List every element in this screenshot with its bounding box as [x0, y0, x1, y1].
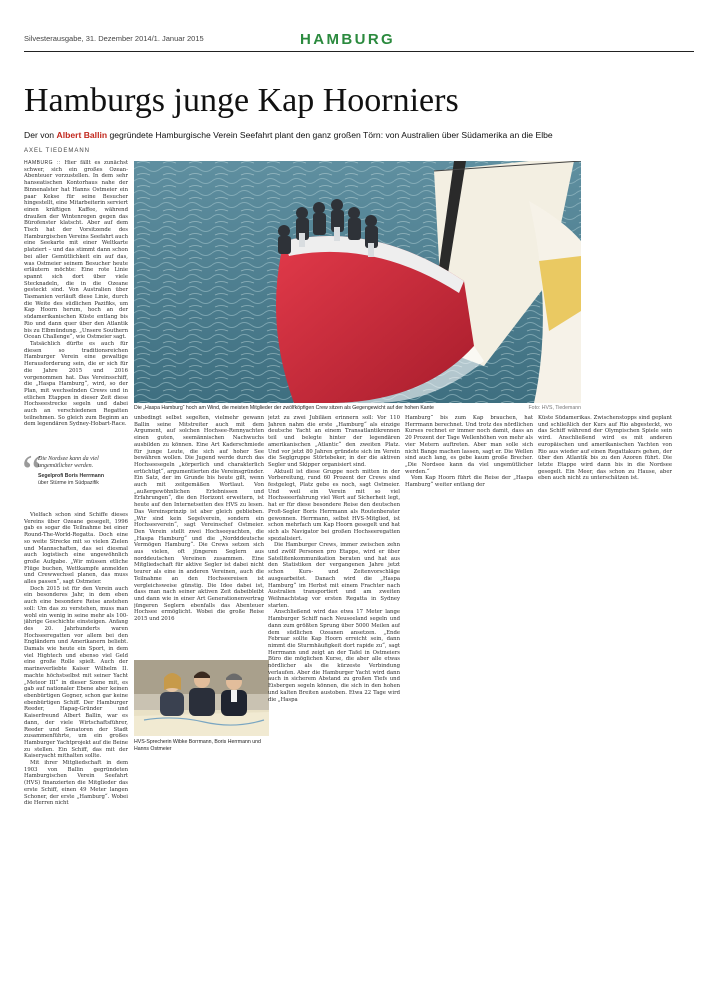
column-1-bottom — [24, 512, 128, 817]
subheadline — [24, 130, 704, 141]
article-paragraph: Hamburg“ bis zum Kap brauchen, hat Herrmann berechnet. Und trotz des nördlichen Kurses rechnet er immer noch damit, dass an 20 Prozent der Tage Wellenhöhen von mehr als vier Metern auftreten. Aber man solle sich nicht Bange machen lassen, sagt er. Die Wellen sind auch lang, es gebe kaum große Brecher. „Die Nordsee kann da viel ungemütlicher werden.“ — [405, 415, 533, 475]
caption-text: Die „Haspa Hamburg“ hoch am Wind, die meisten Mitglieder der zwölfköpfigen Crew sitzen als Gegengewicht auf der hohen Kante — [134, 405, 434, 411]
author-byline: AXEL TIEDEMANN — [24, 148, 91, 154]
quote-source-name: Segelprofi Boris Herrmann — [38, 473, 105, 479]
photo-credit: Foto: HVS, Tiedemann — [528, 405, 581, 411]
column-3 — [268, 415, 400, 812]
article-paragraph: Mit ihrer Mitgliedschaft in dem 1903 von Ballin gegründeten Hamburgischen Verein Seefahrt (HVS) finanzierten die Mitglieder das erste Schiff, einen 49 Meter langen Schoner, der erste „Hamburg“. Wobei die Herren nicht — [24, 760, 128, 807]
article-paragraph: Tatsächlich dürfte es auch für diesen so traditionsreichen Hamburger Verein eine gewaltige Herausforderung sein, die er sich für die Jahre 2015 und 2016 vorgenommen hat. Das Vereinsschiff, die „Haspa Hamburg“, wird, so der Plan, mit wechselnden Crews und in etlichen Etappen in dieser Zeit diese Hochseestrecke segeln und dabei auch an verschiedenen Regatten teilnehmen. So gleich zum Beginm an dem legendären Sydney-Hobart-Race. — [24, 340, 128, 428]
subline-rest: gegründete Hamburgische Verein Seefahrt plant den ganz großen Törn: von Australien über Südamerika an die Elbe — [107, 130, 553, 140]
small-photo-caption: HVS-Sprecherin Wibke Borrmann, Boris Herrmann und Hanns Ostmeier — [134, 739, 261, 752]
pull-quote: Die Nordsee kann da viel ungemütlicher werden. — [38, 456, 99, 470]
article-paragraph: jetzt zu zwei Jubiläen erinnern soll: Vor 110 Jahren nahm die erste „Hamburg“ als einzige deutsche Yacht an einem Transatlantikrennen teil und belegte hinter der legendären amerikanischen „Atlantic“ den zweiten Platz. Und vor jetzt 80 Jahren gründete sich im Verein die Seglgruppe Störtebeker, in der die aktiven Segler und Skipper organisiert sind. — [268, 415, 400, 468]
article-paragraph: Vom Kap Hoorn führt die Reise der „Haspa Hamburg“ weiter entlang der — [405, 475, 533, 489]
column-5 — [538, 415, 672, 510]
column-2 — [134, 415, 264, 655]
people-photo — [134, 660, 269, 736]
article-paragraph: Doch 2015 ist für den Verein auch ein besonderes Jahr, in dem eben auch eine besondere Reise anstehen soll: Um das zu verstehen, muss man wohl ein wenig in seine mehr als 100-jährige Geschichte einsteigen. Anfang des 20. Jahrhunderts waren Hochseeregatten vor allem bei den Engländern und Amerikanern beliebt. Damals wie heute ein Sport, in dem viel Hightech und ebenso viel Geld eine große Rolle spielt. Auch der marineverliebte Kaiser Wilhelm II. machte höchstselbst mit seiner Yacht „Meteor III“ in dieser Szene mit, es gab auf nationaler Ebene aber keinen ebenbürtigen Gegner, schon gar keine ebenbürtigen Schiff. Der Hamburger Reeder, Hapag-Gründer und Kaiserfreund Albert Ballin, war es dann, der viele Wirtschaftsführer, Reeder und Senatoren der Stadt zusammenführte, um ein großes Hamburger Yachtprojekt auf die Beine zu stellen. Ein Schiff, das mit der Kaiseryacht mithalten sollte. — [24, 585, 128, 760]
quote-source — [38, 473, 128, 486]
article-paragraph: Vielfach schon sind Schiffe dieses Vereins über Ozeane gesegelt, 1996 gab es sogar die Teilnahme bei einer Round-The-World-Regatta. Doch eine so weite Strecke mit so vielen Zielen und Mannschaften, das sei diesmal auch logistisch eine ungewöhnlich große Aufgabe. „Wir müssen etliche Flüge buchen, Wettkampfe anmelden und Crewwechsel planen, das muss alles passen“, sagt Ostmeier. — [24, 512, 128, 586]
header-rule — [24, 51, 694, 52]
headline: Hamburgs junge Kap Hoorniers — [24, 82, 459, 119]
quote-mark-icon: “ — [22, 445, 43, 496]
quote-source-detail: über Stürme im Südpazifik — [38, 479, 99, 486]
section-title: HAMBURG — [300, 31, 396, 48]
sailboat-photo — [134, 161, 581, 403]
article-paragraph: unbedingt selbst segelten, vielmehr gewann Ballin seine Mitstreiter auch mit dem Argument, auf solchen Hochsee-Rennyachten einen guten, seemännischen Nachwuchs ausbilden zu können. Eine Art Kaderschmiede für junge Leute, die sich auf hoher See bewähren wollen. Die Jugend werde durch das Hochseesegeln „körperlich und charakterlich ertüchtigt“, argumentierten die Vereinsgründer. Ein Satz, der im Grunde bis heute gilt, wenn auch mit zeitgemäßen Wortlaut. Von „außergewöhnlichen Erlebnissen und Erfahrungen“, die den Horizont erweitern, ist heute auf den Internetseiten des HVS zu lesen. Das Vereinsprinzip ist aber gleich geblieben. „Wir sind kein Segelverein, sondern ein Hochseeverein“, sagt Vereinschef Ostmeier. Den Verein stellt zwei Hochseeyachten, die „Haspa Hamburg“ und die „Nordddeutsche Vermögen Hamburg“. Die Crews setzen sich aus vielen, oft jüngeren Seglern aus norddeutschen Vereinen zusammen. Eine Mitgliedschaft für aktive Segler ist dabei nicht teurer als eine in anderen Vereinen, auch die Teilnahme an den Hochseereisen ist vergleichsweise günstig. Die Idee dabei ist, dass man nach seiner aktiven Zeit dabeibleibt und dann wie in einer Art Generationenvertrag jüngeren Seglern ebenfalls das Abenteuer Hochsee ermöglicht. Wobei die große Reise 2015 und 2016 — [134, 415, 264, 623]
dateline: HAMBURG :: — [24, 160, 61, 166]
article-paragraph: Anschließend wird das etwa 17 Meter lange Hamburger Schiff nach Neuseeland segeln und dann zum größten Sprung über 5000 Meilen auf dem südlichen Ozeanen ansetzen. „Ende Februar sollte Kap Hoorn erreicht sein, dann nimmt die Sturmhäufigkeit dort rapide zu“, sagt Herrmann und zeigt an der Tafel in Ostmeiers Büro die möglichen Kurse, die aber alle etwas nördlicher als die kürzeste Verbindung verlaufen. Aber die Hamburger Yacht wird dann auch in sicherem Abstand zu großen Tiefs und Eisbergen segeln können, die sich in den hohen und kalten Breiten austoben. Etwa 22 Tage wird die „Haspa — [268, 609, 400, 703]
article-paragraph — [24, 160, 128, 341]
column-1-top — [24, 160, 128, 444]
paragraph-text: Hier fällt es zunächst schwer, sich ein großes Ozean-Abenteuer vorzustellen. In dem sehr hanseatischen Kontorhaus nahe der Binnenalster hat Hanns Ostmeier ein paar Kekse für seine Besucher hingestellt, eine Mitarbeiterin serviert einen kräftigen Kaffee, während draußen der Wintenregen gegen das Bürofenster klatscht. Aber auf dem Tisch hat der Vorsitzende des Hamburgischen Vereins Seefahrt auch eine Seekarte mit einer Weltkarte platziert – und das stimmt dann schon bei aller Gemütlichkeit ein auf das, was Ostmeier seinem Besucher heute erläutern möchte: Eine rote Linie spannt sich dort über viele Stecknadeln, die in die Ozeane gesteckt sind. Von Australien über Tasmanien verläuft diese Linie, durch die Weite des südlichen Pazifiks, um Kap Hoorn herum, hoch an der südamerikanischen Küste entlang bis Rio und dann quer über den Atlantik bis zu Elbmündung. „Unsere Southern Ocean Challenge“, wie Ostmeier sagt. — [24, 160, 128, 341]
main-photo-caption — [134, 405, 581, 412]
article-paragraph: Die Hamburger Crews, immer zwischen zehn und zwölf Personen pro Etappe, wird er über Satellitenkommunikation beraten und hat aus den Statistiken der vergangenen Jahre jetzt schon Kurs- und Zeitenvorschläge ausgearbeitet. Danach wird die „Haspa Hamburg“ im Herbst mit einem Frachter nach Australien transportiert und am zweiten Weihnachtstag vor ersten Regatta in Sydney starten. — [268, 542, 400, 609]
article-paragraph: Küste Südamerikas. Zwischenstopps sind geplant und schließlich der Kurs auf Rio abgesteckt, wo das Schiff während der Olympischen Spiele sein wird. Anschließend wird es mit anderen europäischen und amerikanischen Yachten von Rio aus wieder auf einen Regattakurs gehen, der über den Atlantik bis zu den Azoren führt. Die letzte Etappe wird dann bis in die Nordsee gesegelt. Ein Meer, das schon zu Hause, aber eben auch nicht zu unterschätzen ist. — [538, 415, 672, 482]
article-paragraph: Aktuell ist diese Gruppe noch mitten in der Vorbereitung, rund 60 Prozent der Crews sind festgelegt, Platz gebe es noch, sagt Ostmeier. Und weil ein Verein mit so viel Hochseeerfahrung viel Wert auf Sicherheit legt, hat er für diese besondere Reise den deutschen Profi-Segler Boris Herrmann als Routenberater gewonnen. Herrmann, selbst HVS-Mitglied, ist schon mehrfach um Kap Hoorn gesegelt und hat sich als Navigator bei großen Hochseeregatten spezialisiert. — [268, 468, 400, 542]
column-4 — [405, 415, 533, 505]
edition-date: Silvesterausgabe, 31. Dezember 2014/1. Januar 2015 — [24, 34, 204, 43]
subline-intro: Der von — [24, 130, 57, 140]
subline-highlight: Albert Ballin — [56, 130, 108, 140]
